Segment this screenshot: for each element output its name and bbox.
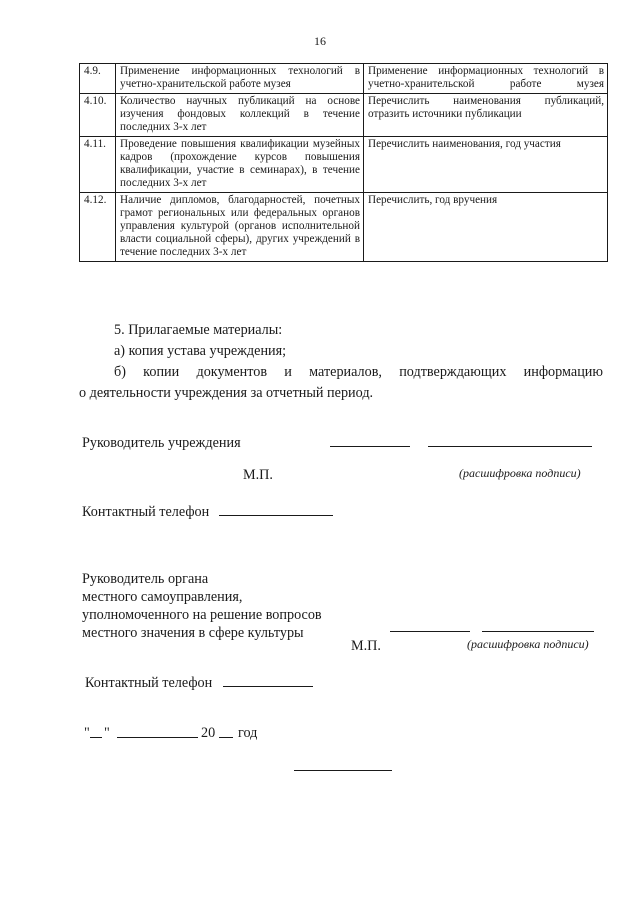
signature-decoding-line[interactable] [482,631,594,632]
attachment-item-a: а) копия устава учреждения; [114,343,287,359]
date-month-field[interactable] [117,737,198,738]
date-day-field[interactable] [90,737,102,738]
table-row [80,64,608,94]
signature-line[interactable] [330,446,410,447]
criteria-table [79,63,608,262]
contact-phone-field[interactable] [219,515,333,516]
signature-decoding-caption: (расшифровка подписи) [459,466,581,480]
table-row [80,94,608,137]
page-number: 16 [314,34,326,48]
date-year-field[interactable] [219,737,233,738]
row-number: 4.12. [80,193,116,262]
signature-line[interactable] [390,631,470,632]
date-quote-open: " [84,725,90,741]
row-number: 4.10. [80,94,116,137]
row-number: 4.9. [80,64,116,94]
closing-separator [294,770,392,771]
authority-head-label-2: местного самоуправления, [82,589,243,605]
signature-decoding-caption: (расшифровка подписи) [467,637,589,651]
attachments-heading: 5. Прилагаемые материалы: [114,322,283,338]
criterion-name: Количество научных публикаций на основе изучения фондовых коллекций в течение последних 3-х лет [116,94,364,137]
date-year-prefix: 20 [201,725,216,741]
contact-phone-label: Контактный телефон [85,675,213,691]
criterion-name: Применение информационных технологий в учетно-хранительской работе музея [116,64,364,94]
criterion-name: Проведение повышения квалификации музейных кадров (прохождение курсов повышения квалификации, участие в семинарах), в течение последних 3-х лет [116,137,364,193]
institution-head-label: Руководитель учреждения [82,435,241,451]
stamp-placeholder: М.П. [351,638,381,654]
authority-head-label-3: уполномоченного на решение вопросов [82,607,322,623]
criterion-action: Перечислить, год вручения [364,193,608,262]
criterion-action: Применение информационных технологий в учетно-хранительской работе музея [364,64,608,94]
stamp-placeholder: М.П. [243,467,273,483]
date-quote-close: " [104,725,110,741]
attachment-item-b: б) копии документов и материалов, подтверждающих информацию [114,364,603,380]
criterion-action: Перечислить наименования, год участия [364,137,608,193]
date-year-suffix: год [238,725,258,741]
signature-decoding-line[interactable] [428,446,592,447]
row-number: 4.11. [80,137,116,193]
contact-phone-label: Контактный телефон [82,504,210,520]
table-row [80,193,608,262]
authority-head-label-1: Руководитель органа [82,571,209,587]
attachment-item-b-continued: о деятельности учреждения за отчетный период. [79,385,374,401]
table-row [80,137,608,193]
criterion-name: Наличие дипломов, благодарностей, почетных грамот региональных или федеральных органов управления культурой (органов исполнительной власти социальной сферы), других учреждений в течение последних 3-х лет [116,193,364,262]
criterion-action: Перечислить наименования публикаций, отразить источники публикации [364,94,608,137]
authority-head-label-4: местного значения в сфере культуры [82,625,304,641]
contact-phone-field[interactable] [223,686,313,687]
